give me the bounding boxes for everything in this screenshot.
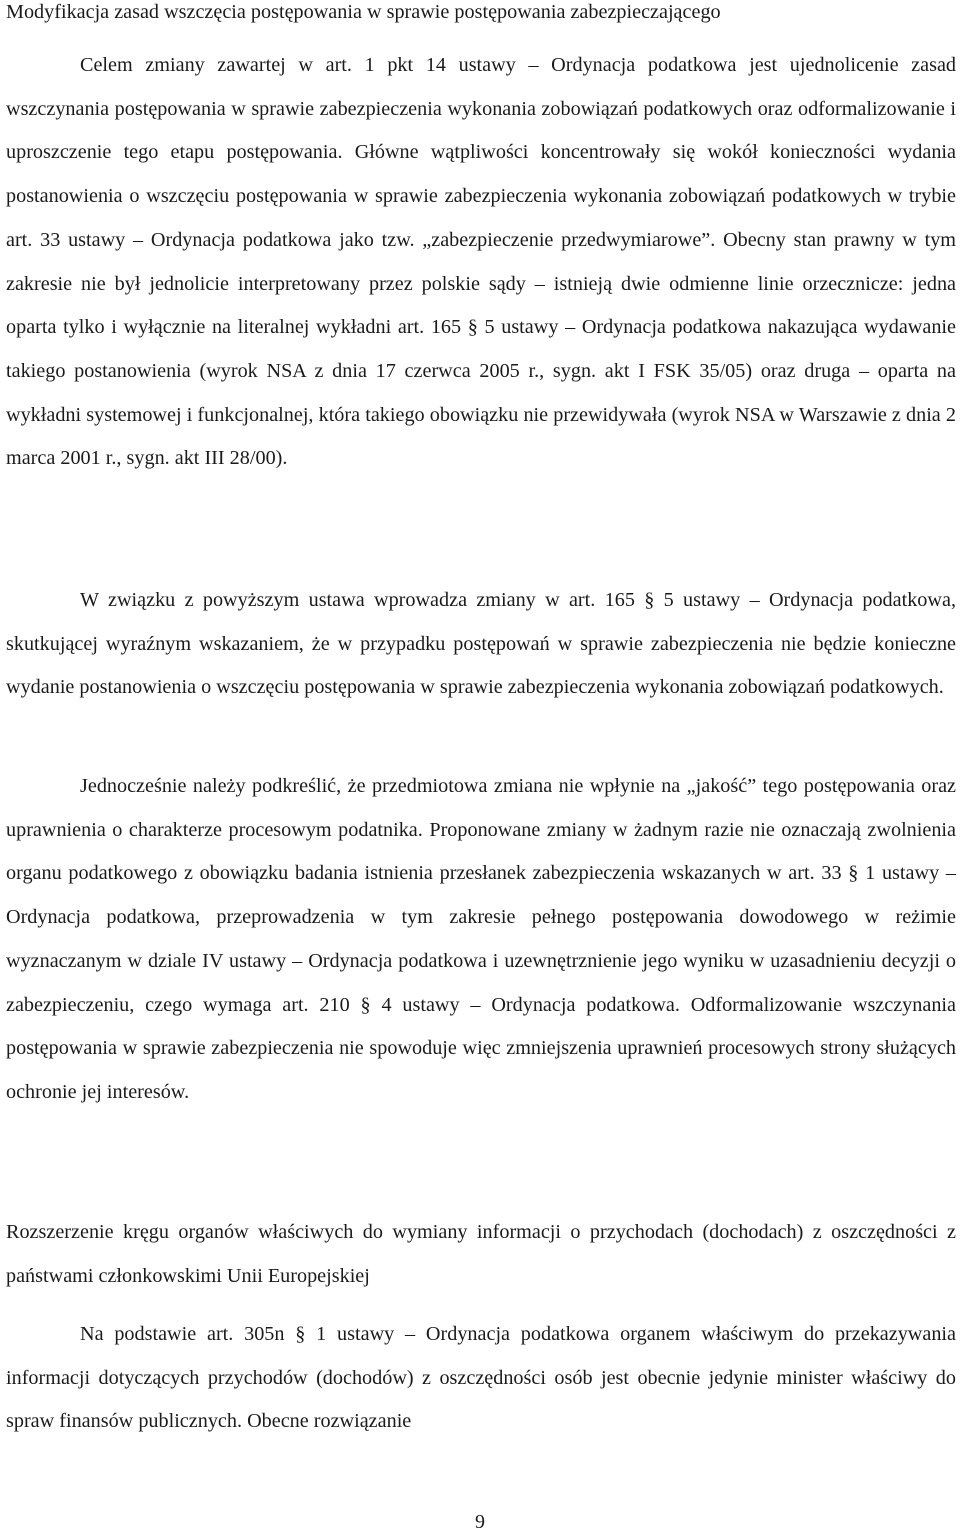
section-heading-2: Rozszerzenie kręgu organów właściwych do wymiany informacji o przychodach (dochodach) z oszczędności z państwami członkowskimi Unii Europejskiej (6, 1221, 956, 1287)
paragraph-1: Celem zmiany zawartej w art. 1 pkt 14 ustawy – Ordynacja podatkowa jest ujednolicenie zasad wszczynania postępowania w sprawie zabezpieczenia wykonania zobowiązań podatkowych oraz odformalizowanie i uproszczenie tego etapu postępowania. Główne wątpliwości koncentrowały się wokół konieczności wydania postanowienia o wszczęciu postępowania w sprawie zabezpieczenia wykonania zobowiązań podatkowych w trybie art. 33 ustawy – Ordynacja podatkowa jako tzw. „zabezpieczenie przedwymiarowe”. Obecny stan prawny w tym zakresie nie był jednolicie interpretowany przez polskie sądy – istnieją dwie odmienne linie orzecznicze: jedna oparta tylko i wyłącznie na literalnej wykładni art. 165 § 5 ustawy – Ordynacja podatkowa nakazująca wydawanie takiego postanowienia (wyrok NSA z dnia 17 czerwca 2005 r., sygn. akt I FSK 35/05) oraz druga – oparta na wykładni systemowej i funkcjonalnej, która takiego obowiązku nie przewidywała (wyrok NSA w Warszawie z dnia 2 marca 2001 r., sygn. akt III 28/00). (6, 54, 956, 470)
paragraph-3: Jednocześnie należy podkreślić, że przedmiotowa zmiana nie wpłynie na „jakość” tego postępowania oraz uprawnienia o charakterze procesowym podatnika. Proponowane zmiany w żadnym razie nie oznaczają zwolnienia organu podatkowego z obowiązku badania istnienia przesłanek zabezpieczenia wskazanych w art. 33 § 1 ustawy – Ordynacja podatkowa, przeprowadzenia w tym zakresie pełnego postępowania dowodowego w reżimie wyznaczanym w dziale IV ustawy – Ordynacja podatkowa i uzewnętrznienie jego wyniku w uzasadnieniu decyzji o zabezpieczeniu, czego wymaga art. 210 § 4 ustawy – Ordynacja podatkowa. Odformalizowanie wszczynania postępowania w sprawie zabezpieczenia nie spowoduje więc zmniejszenia uprawnień procesowych strony służących ochronie jej interesów. (6, 775, 956, 1103)
paragraph-2: W związku z powyższym ustawa wprowadza zmiany w art. 165 § 5 ustawy – Ordynacja podatkowa, skutkującej wyraźnym wskazaniem, że w przypadku postępowań w sprawie zabezpieczenia nie będzie konieczne wydanie postanowienia o wszczęciu postępowania w sprawie zabezpieczenia wykonania zobowiązań podatkowych. (6, 589, 956, 699)
page-number: 9 (475, 1511, 485, 1533)
section-heading-1: Modyfikacja zasad wszczęcia postępowania w sprawie postępowania zabezpieczającego (6, 1, 721, 23)
paragraph-4: Na podstawie art. 305n § 1 ustawy – Ordynacja podatkowa organem właściwym do przekazywania informacji dotyczących przychodów (dochodów) z oszczędności osób jest obecnie jedynie minister właściwy do spraw finansów publicznych. Obecne rozwiązanie (6, 1323, 956, 1433)
